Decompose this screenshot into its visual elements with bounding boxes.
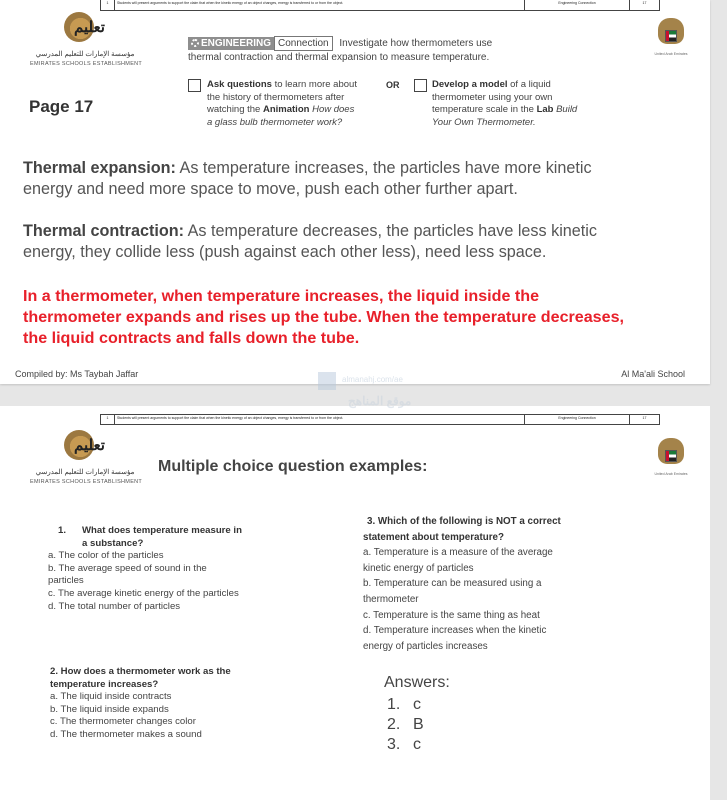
watermark-url: almanahj.com/ae	[342, 375, 403, 384]
mcq-title: Multiple choice question examples:	[158, 458, 428, 475]
connection-badge: Connection	[274, 36, 333, 51]
answer-item: 3. c	[387, 736, 421, 753]
strip-objective: Students will present arguments to support the claim that when the kinetic energy of an object changes, energy is transferred to or from the object.	[115, 0, 525, 10]
worksheet-page-1	[0, 0, 710, 384]
ese-logo	[30, 12, 143, 74]
worksheet-page-2	[0, 406, 710, 800]
logo-arabic-name: مؤسسة الإمارات للتعليم المدرسي	[35, 51, 135, 58]
checkbox-develop-model[interactable]	[414, 79, 427, 92]
thermal-contraction-paragraph: Thermal contraction: As temperature decreases, the particles have less kinetic energy, they collide less (push against each other less), need less space.	[23, 222, 597, 261]
checkbox-ask-questions[interactable]	[188, 79, 201, 92]
logo-arabic-mark: تعليم	[74, 19, 105, 36]
answer-item: 1. c	[387, 696, 421, 713]
engineering-connection	[188, 36, 492, 64]
engineering-text-1: Investigate how thermometers use	[339, 38, 493, 49]
thermometer-explanation: In a thermometer, when temperature increases, the liquid inside the thermometer expands and rises up the tube. When the temperature decreases, the liquid contracts and falls down the tube.	[23, 287, 625, 347]
flag-icon	[665, 30, 677, 42]
question-1: 1. What does temperature measure in a substance? a. The color of the particles b. The average speed of sound in the particles c. The average kinetic energy of the particles d. The total number of particles	[48, 525, 242, 612]
expansion-term: Thermal expansion:	[23, 159, 176, 177]
engineering-badge: ENGINEERING	[188, 37, 274, 50]
contraction-term: Thermal contraction:	[23, 222, 184, 240]
option-ask-questions: Ask questions to learn more about the history of thermometers after watching the Animation How does a glass bulb thermometer work?	[207, 79, 357, 128]
gear-icon	[191, 39, 199, 47]
watermark	[318, 372, 458, 432]
question-3: 3. Which of the following is NOT a correct statement about temperature? a. Temperature is a measure of the average kinetic energy of particles b. Temperature can be measured using a thermometer c. Temperature is the same thing as heat d. Temperature increases when the kinetic energy of particles increases	[363, 516, 561, 652]
emblem-caption: United Arab Emirates	[654, 52, 688, 56]
header-strip-2: 1 Students will present arguments to support the claim that when the kinetic energy of an object changes, energy is transferred to or from the object. Engineering Connection 17	[100, 414, 660, 425]
flag-icon	[665, 450, 677, 462]
question-2: 2. How does a thermometer work as the temperature increases? a. The liquid inside contracts b. The liquid inside expands c. The thermometer changes color d. The thermometer makes a sound	[50, 666, 231, 740]
answers-title: Answers:	[384, 674, 450, 691]
compiled-by: Compiled by: Ms Taybah Jaffar	[15, 369, 139, 379]
thermal-expansion-paragraph: Thermal expansion: As temperature increases, the particles have more kinetic energy and need more space to move, push each other further apart.	[23, 159, 592, 198]
strip-number: 1	[101, 0, 115, 10]
engineering-text-2: thermal contraction and thermal expansion to measure temperature.	[188, 52, 490, 63]
uae-emblem-icon	[654, 18, 688, 62]
answer-item: 2. B	[387, 716, 424, 733]
ese-logo-2: تعليم مؤسسة الإمارات للتعليم المدرسي EMIRATES SCHOOLS ESTABLISHMENT	[30, 430, 135, 492]
watermark-arabic: موقع المناهج	[348, 394, 412, 408]
school-name: Al Ma'ali School	[621, 369, 685, 379]
answers-block	[384, 674, 450, 755]
page-label: Page 17	[29, 97, 94, 116]
watermark-logo-icon	[318, 372, 336, 390]
logo-english-name: EMIRATES SCHOOLS ESTABLISHMENT	[30, 61, 143, 67]
or-label: OR	[386, 80, 400, 90]
header-strip	[100, 0, 660, 11]
strip-page: 17	[642, 1, 647, 5]
strip-connection: Engineering Connection	[525, 0, 630, 10]
uae-emblem-icon: United Arab Emirates	[654, 438, 688, 482]
option-develop-model: Develop a model of a liquid thermometer using your own temperature scale in the Lab Build Your Own Thermometer.	[432, 79, 578, 128]
